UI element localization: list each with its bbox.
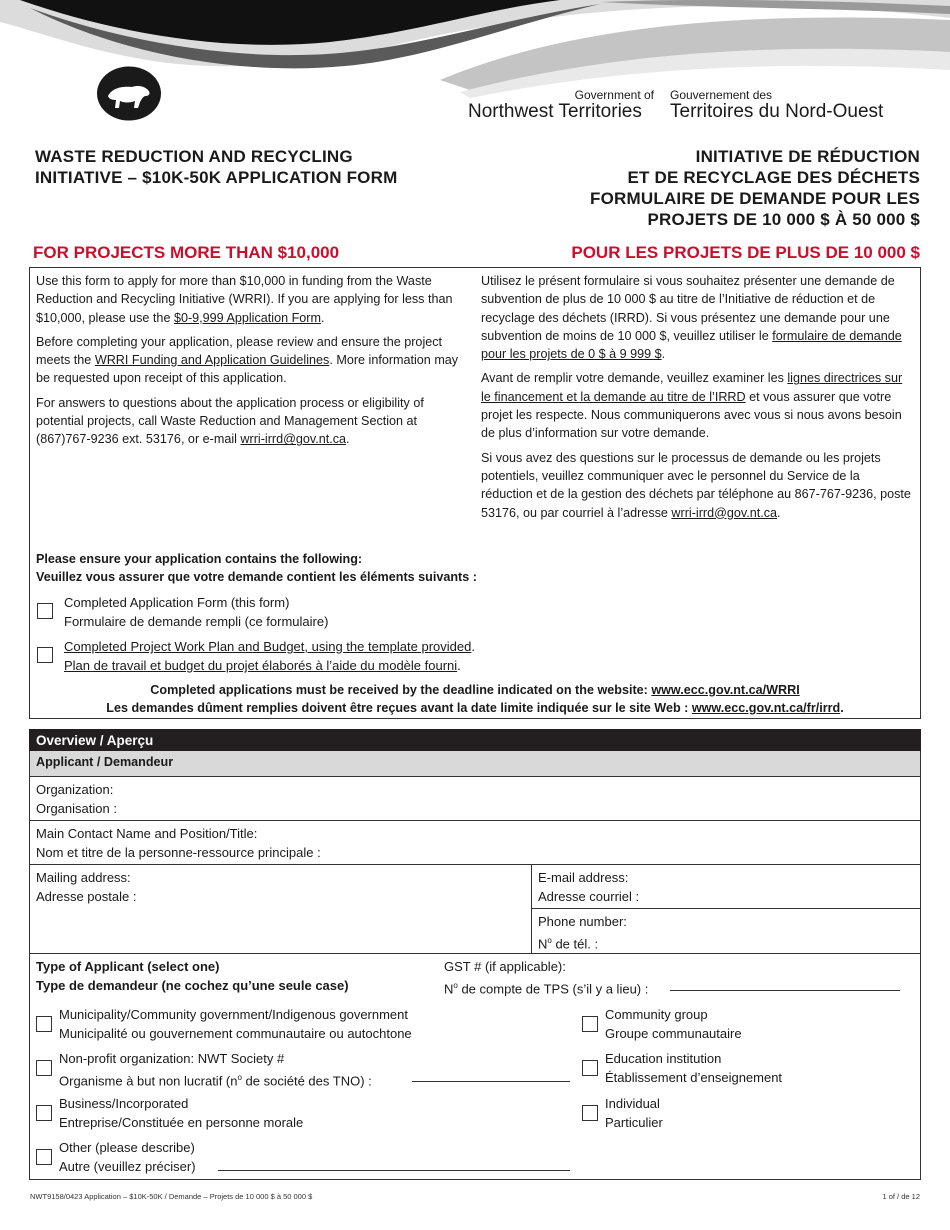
- footer-form-number: NWT9158/0423 Application – $10K-50K / Demande – Projets de 10 000 $ à 50 000 $: [30, 1192, 313, 1201]
- nwt-society-number-line[interactable]: [412, 1081, 570, 1082]
- gov-fr-small: Gouvernement des: [670, 88, 773, 102]
- overview-header: Overview / Aperçu: [29, 729, 921, 751]
- checkbox-individual[interactable]: [582, 1105, 598, 1121]
- checkbox-other[interactable]: [36, 1149, 52, 1165]
- checklist-item-application-form: Completed Application Form (this form) Formulaire de demande rempli (ce formulaire): [64, 595, 329, 629]
- option-municipality: Municipality/Community government/Indigenous government Municipalité ou gouvernement communautaire ou autochtone: [59, 1007, 412, 1041]
- link-work-plan-template-fr[interactable]: Plan de travail et budget du projet élaborés à l’aide du modèle fourni: [64, 658, 458, 673]
- main-contact-field[interactable]: Main Contact Name and Position/Title: Nom et titre de la personne-ressource principale :: [29, 821, 921, 865]
- link-lignes-directrices[interactable]: lignes directrices sur le financement et la demande au titre de l’IRRD: [481, 371, 903, 404]
- gov-en-big: Northwest Territories: [468, 101, 642, 122]
- link-website-en[interactable]: www.ecc.gov.nt.ca/WRRI: [651, 683, 800, 697]
- checkbox-business[interactable]: [36, 1105, 52, 1121]
- polar-bear-icon: [96, 66, 162, 121]
- applicant-type-section: [29, 954, 921, 1180]
- option-education: Education institution Établissement d’enseignement: [605, 1051, 783, 1085]
- gov-fr-big: Territoires du Nord-Ouest: [670, 101, 884, 122]
- organization-field[interactable]: Organization: Organisation :: [29, 777, 921, 821]
- subtitle-fr: POUR LES PROJETS DE PLUS DE 10 000 $: [571, 243, 920, 262]
- checkbox-non-profit[interactable]: [36, 1060, 52, 1076]
- link-email-en[interactable]: wrri-irrd@gov.nt.ca: [240, 432, 347, 447]
- mailing-address-field[interactable]: Mailing address: Adresse postale :: [30, 865, 532, 953]
- intro-box: [29, 267, 921, 719]
- checklist-checkbox-work-plan[interactable]: [37, 647, 53, 663]
- link-work-plan-template-en[interactable]: Completed Project Work Plan and Budget, using the template provided: [64, 639, 472, 654]
- option-non-profit: Non-profit organization: NWT Society # Organisme à but non lucratif ($n^o$ de société des TNO) :: [59, 1051, 372, 1089]
- link-email-fr[interactable]: wrri-irrd@gov.nt.ca: [671, 505, 778, 520]
- gnwt-polar-bear-logo: [96, 66, 162, 121]
- link-0-9999-form[interactable]: $0-9,999 Application Form: [173, 310, 321, 325]
- subtitle-en: FOR PROJECTS MORE THAN $10,000: [33, 243, 340, 262]
- option-community-group: Community group Groupe communautaire: [605, 1007, 742, 1041]
- link-formulaire-0-9999[interactable]: formulaire de demande pour les projets de 0 $ à 9 999 $: [481, 328, 902, 362]
- email-field[interactable]: E-mail address: Adresse courriel :: [532, 865, 920, 909]
- option-business: Business/Incorporated Entreprise/Constituée en personne morale: [59, 1096, 304, 1130]
- gst-input-line[interactable]: [670, 990, 900, 991]
- checkbox-municipality[interactable]: [36, 1016, 52, 1032]
- option-other: Other (please describe) Autre (veuillez préciser): [59, 1140, 196, 1174]
- intro-en: Use this form to apply for more than $10,000 in funding from the Waste Reduction and Recycling Initiative (WRRI). If you are applying for less than $10,000, please use the $0-9,999 Application Form. Before completing your application, please review and ensure the project meets the WRRI Funding and Application Guidelines. More information may be requested upon receipt of this application. For answers to questions about the application process or eligibility of potential projects, call Waste Reduction and Management Section at (867)767-9236 ext. 53176, or e-mail wrri-irrd@gov.nt.ca.: [36, 274, 459, 447]
- option-individual: Individual Particulier: [605, 1096, 663, 1130]
- checklist-heading: Please ensure your application contains the following: Veuillez vous assurer que votre demande contient les éléments suivants :: [36, 552, 477, 584]
- checklist-item-work-plan: Completed Project Work Plan and Budget, using the template provided. Plan de travail et budget du projet élaborés à l’aide du modèle fourni.: [64, 639, 475, 673]
- checkbox-education[interactable]: [582, 1060, 598, 1076]
- applicant-type-heading: Type of Applicant (select one) Type de demandeur (ne cochez qu’une seule case): [36, 959, 349, 993]
- title-fr: INITIATIVE DE RÉDUCTION ET DE RECYCLAGE DES DÉCHETS FORMULAIRE DE DEMANDE POUR LES PROJETS DE 10 000 $ À 50 000 $: [590, 147, 920, 229]
- title-en: WASTE REDUCTION AND RECYCLING INITIATIVE – $10K-50K APPLICATION FORM: [35, 147, 398, 187]
- footer-page-number: 1 of / de 12: [882, 1192, 920, 1201]
- link-website-fr[interactable]: www.ecc.gov.nt.ca/fr/irrd: [691, 701, 841, 715]
- other-describe-line[interactable]: [218, 1170, 570, 1171]
- link-wrri-guidelines[interactable]: WRRI Funding and Application Guidelines: [94, 353, 330, 368]
- deadline-notice: Completed applications must be received by the deadline indicated on the website: www.ecc.gov.nt.ca/WRRI Les demandes dûment remplies doivent être reçues avant la date limite indiquée sur le site Web : www.ecc.gov.nt.ca/fr/irrd.: [106, 683, 844, 715]
- phone-field[interactable]: Phone number: $N^o$ de tél. :: [538, 914, 627, 952]
- gov-en-block: [566, 88, 654, 102]
- gov-en-small: Government of: [574, 88, 654, 102]
- applicant-subheader: Applicant / Demandeur: [29, 751, 921, 777]
- checklist-checkbox-application-form[interactable]: [37, 603, 53, 619]
- intro-fr: Utilisez le présent formulaire si vous souhaitez présenter une demande de subvention de plus de 10 000 $ au titre de l’Initiative de réduction et de recyclage des déchets (IRRD). Si vous présentez une demande pour une subvention de moins de 10 000 $, veuillez utiliser le formulaire de demande pour les projets de 0 $ à 9 999 $. Avant de remplir votre demande, veuillez examiner les lignes directrices sur le financement et la demande au titre de l’IRRD et vous assurer que votre projet les respecte. Nous communiquerons avec vous si nous avons besoin de plus d’information sur votre demande. Si vous avez des questions sur le processus de demande ou les projets potentiels, veuillez communiquer avec le personnel du Service de la réduction et de la gestion des déchets par téléphone au 867-767-9236, poste 53176, ou par courriel à l’adresse wrri-irrd@gov.nt.ca.: [481, 274, 911, 520]
- gst-label: GST # (if applicable): $N^o$ de compte de TPS (s’il y a lieu) :: [444, 959, 649, 997]
- address-row: [29, 865, 921, 954]
- checkbox-community-group[interactable]: [582, 1016, 598, 1032]
